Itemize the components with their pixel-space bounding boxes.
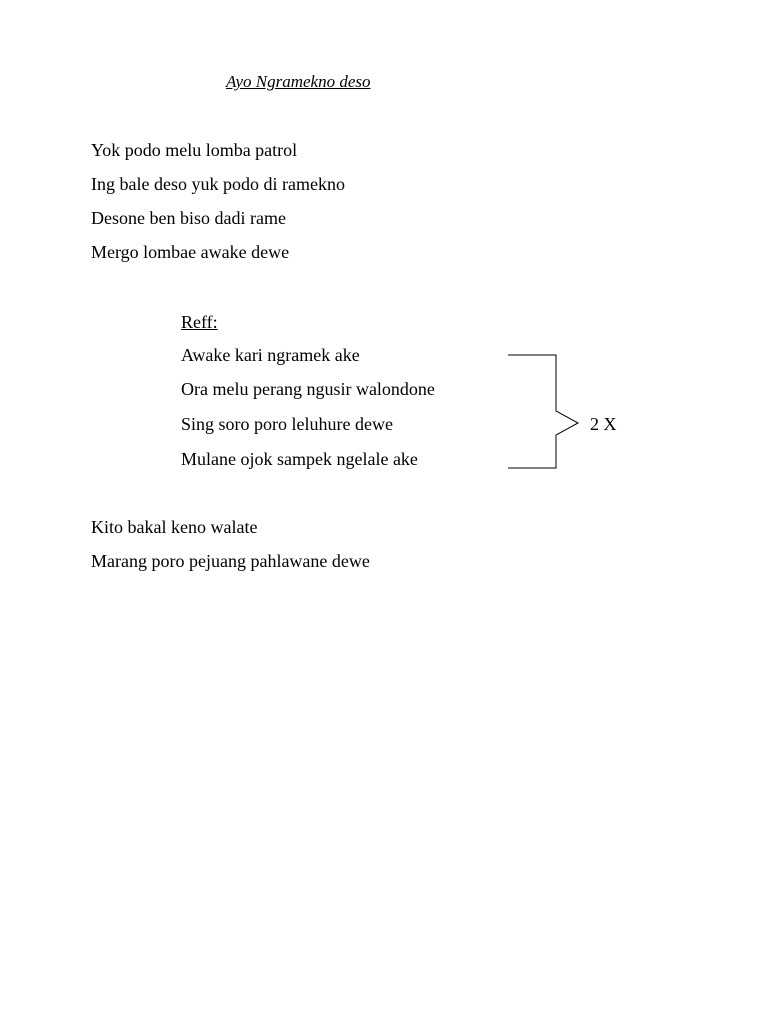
refrain-line: Awake kari ngramek ake bbox=[181, 345, 360, 365]
song-title: Ayo Ngramekno deso bbox=[226, 72, 371, 91]
verse-1-line: Desone ben biso dadi rame bbox=[91, 208, 286, 228]
verse-2-line: Marang poro pejuang pahlawane dewe bbox=[91, 551, 370, 571]
refrain-line: Mulane ojok sampek ngelale ake bbox=[181, 449, 418, 469]
refrain-line: Sing soro poro leluhure dewe bbox=[181, 414, 393, 434]
verse-1-line: Ing bale deso yuk podo di ramekno bbox=[91, 174, 345, 194]
verse-1-line: Yok podo melu lomba patrol bbox=[91, 140, 298, 160]
verse-1-line: Mergo lombae awake dewe bbox=[91, 242, 290, 262]
refrain-label: Reff: bbox=[181, 312, 218, 332]
verse-2-line: Kito bakal keno walate bbox=[91, 517, 258, 537]
refrain-line: Ora melu perang ngusir walondone bbox=[181, 379, 435, 399]
repeat-count: 2 X bbox=[590, 414, 617, 434]
repeat-bracket bbox=[500, 345, 590, 475]
